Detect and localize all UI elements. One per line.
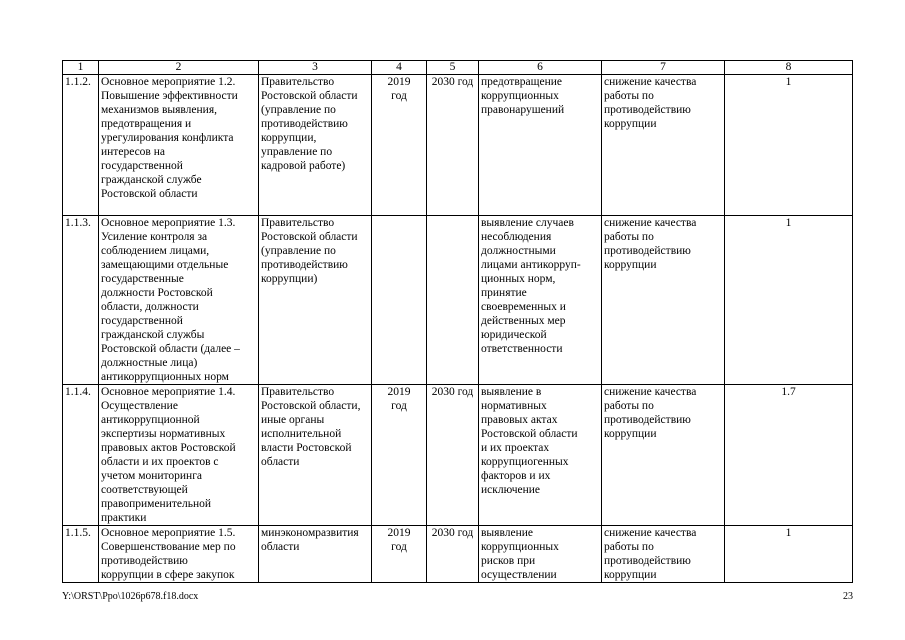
header-cell: 7 [602, 61, 725, 75]
cell-line: правоприменительной [101, 498, 212, 510]
cell-line: исполнительной [261, 428, 342, 440]
cell-line: правонарушений [481, 104, 565, 116]
cell-line: соответствующей [101, 484, 188, 496]
row-number-cell: 1.1.2. [63, 75, 99, 216]
cell-line: противодействию [101, 555, 188, 567]
table-cell-col3 [259, 216, 372, 385]
table-cell-col4 [372, 385, 427, 526]
table-cell-col4 [372, 75, 427, 216]
cell-line: лицами антикорруп- [481, 259, 581, 271]
cell-line: противодействию [604, 245, 691, 257]
cell-line: противодействию [261, 259, 348, 271]
table-cell-col2 [99, 385, 259, 526]
row-number-cell: 1.1.5. [63, 526, 99, 583]
cell-line: коррупционных [481, 90, 559, 102]
cell-line: противодействию [604, 104, 691, 116]
table-cell-col2 [99, 526, 259, 583]
table-cell-col2 [99, 75, 259, 216]
cell-line: учетом мониторинга [101, 470, 203, 482]
cell-line: правовых актов Ростовской [101, 442, 236, 454]
cell-line: должностными [481, 245, 556, 257]
cell-line: рисков при [481, 555, 536, 567]
header-cell: 5 [427, 61, 479, 75]
table-cell-col4 [372, 216, 427, 385]
header-cell: 3 [259, 61, 372, 75]
cell-line: (управление по [261, 104, 336, 116]
cell-line: коррупционных [481, 541, 559, 553]
cell-line: гражданской службы [101, 329, 205, 341]
cell-line: Правительство [261, 76, 335, 88]
cell-line: год [391, 90, 407, 102]
cell-line: осуществлении [481, 569, 557, 581]
cell-line: коррупции) [261, 273, 318, 285]
cell-line: и их проектах [481, 442, 550, 454]
cell-line: 2030 год [431, 76, 474, 88]
cell-line: Основное мероприятие 1.4. [101, 386, 236, 398]
program-table [62, 60, 853, 583]
table-cell-col6 [479, 216, 602, 385]
table-cell-col7 [602, 385, 725, 526]
cell-line: антикоррупционных норм [101, 371, 229, 383]
cell-line: несоблюдения [481, 231, 552, 243]
table-cell-col6 [479, 75, 602, 216]
cell-line: коррупциогенных [481, 456, 569, 468]
table-cell-col8 [725, 385, 853, 526]
cell-line: механизмов выявления, [101, 104, 217, 116]
table-cell-col6 [479, 385, 602, 526]
cell-line: практики [101, 512, 147, 524]
table-cell-col3 [259, 75, 372, 216]
cell-line: области [261, 541, 300, 553]
cell-line: должностные лица) [101, 357, 198, 369]
cell-line: антикоррупционной [101, 414, 200, 426]
cell-line: ответственности [481, 343, 563, 355]
table-cell-col8 [725, 75, 853, 216]
cell-line: Повышение эффективности [101, 90, 238, 102]
table-row [63, 75, 853, 216]
table-cell-col3 [259, 526, 372, 583]
cell-line: год [391, 400, 407, 412]
cell-line: Ростовской области [101, 188, 198, 200]
cell-line: исключение [481, 484, 541, 496]
cell-line: юридической [481, 329, 547, 341]
cell-line: снижение качества [604, 217, 697, 229]
cell-line: правовых актах [481, 414, 558, 426]
header-cell: 4 [372, 61, 427, 75]
table-cell-col7 [602, 216, 725, 385]
header-cell: 8 [725, 61, 853, 75]
header-cell: 1 [63, 61, 99, 75]
cell-line: коррупции [604, 428, 657, 440]
cell-line: коррупции [604, 569, 657, 581]
cell-line: Правительство [261, 386, 335, 398]
cell-line: Ростовской области [261, 231, 358, 243]
cell-line: Основное мероприятие 1.2. [101, 76, 236, 88]
cell-line: Ростовской области [261, 90, 358, 102]
cell-line: 2019 [387, 527, 411, 539]
cell-line: 2030 год [431, 386, 474, 398]
cell-line: Осуществление [101, 400, 178, 412]
footer-page-number: 23 [843, 591, 853, 602]
table-cell-col2 [99, 216, 259, 385]
table-row [63, 385, 853, 526]
table-cell-col5 [427, 526, 479, 583]
cell-line: области и их проектов с [101, 456, 219, 468]
table-row [63, 526, 853, 583]
cell-line: должности Ростовской [101, 287, 213, 299]
cell-line: власти Ростовской [261, 442, 352, 454]
cell-line: минэкономразвития [261, 527, 359, 539]
cell-line: работы по [604, 400, 654, 412]
table-cell-col3 [259, 385, 372, 526]
footer-file-path: Y:\ORST\Ppo\1026p678.f18.docx [62, 591, 199, 602]
header-cell: 6 [479, 61, 602, 75]
cell-line: своевременных и [481, 301, 566, 313]
cell-line: снижение качества [604, 527, 697, 539]
cell-line: соблюдением лицами, [101, 245, 210, 257]
table-cell-col8 [725, 526, 853, 583]
cell-line: Ростовской области (далее – [101, 343, 240, 355]
cell-line: области, должности [101, 301, 199, 313]
cell-line: снижение качества [604, 76, 697, 88]
cell-line: гражданской службе [101, 174, 202, 186]
cell-line: (управление по [261, 245, 336, 257]
cell-line: ционных норм, [481, 273, 556, 285]
table-cell-col7 [602, 526, 725, 583]
cell-line: работы по [604, 90, 654, 102]
cell-line: урегулирования конфликта [101, 132, 234, 144]
cell-line: коррупции, [261, 132, 317, 144]
cell-line: коррупции в сфере закупок [101, 569, 235, 581]
row-number-cell: 1.1.3. [63, 216, 99, 385]
cell-line: действенных мер [481, 315, 566, 327]
cell-line: предотвращения и [101, 118, 192, 130]
cell-line: иные органы [261, 414, 325, 426]
cell-line: принятие [481, 287, 527, 299]
cell-line: работы по [604, 541, 654, 553]
cell-line: нормативных [481, 400, 547, 412]
cell-line: снижение качества [604, 386, 697, 398]
cell-line: государственные [101, 273, 184, 285]
cell-line: экспертизы нормативных [101, 428, 226, 440]
cell-line: 1 [785, 527, 792, 539]
cell-line: Правительство [261, 217, 335, 229]
cell-line: 1 [785, 76, 792, 88]
table-cell-col5 [427, 75, 479, 216]
cell-line: 1 [785, 217, 792, 229]
cell-line: государственной [101, 160, 183, 172]
cell-line: Основное мероприятие 1.5. [101, 527, 236, 539]
cell-line: противодействию [604, 414, 691, 426]
table-row [63, 216, 853, 385]
cell-line: факторов и их [481, 470, 551, 482]
cell-line: кадровой работе) [261, 160, 346, 172]
cell-line: замещающими отдельные [101, 259, 229, 271]
cell-line: работы по [604, 231, 654, 243]
cell-line: выявление [481, 527, 533, 539]
cell-line: области [261, 456, 300, 468]
cell-line: предотвращение [481, 76, 562, 88]
cell-line: год [391, 541, 407, 553]
cell-line: Совершенствование мер по [101, 541, 236, 553]
cell-line: государственной [101, 315, 183, 327]
cell-line: противодействию [261, 118, 348, 130]
cell-line: 2019 [387, 386, 411, 398]
table-cell-col5 [427, 216, 479, 385]
table-cell-col5 [427, 385, 479, 526]
cell-line: коррупции [604, 118, 657, 130]
cell-line: выявление случаев [481, 217, 574, 229]
table-cell-col4 [372, 526, 427, 583]
cell-line: выявление в [481, 386, 542, 398]
table-header-row [63, 61, 853, 75]
cell-line: коррупции [604, 259, 657, 271]
table-cell-col8 [725, 216, 853, 385]
cell-line: Основное мероприятие 1.3. [101, 217, 236, 229]
cell-line: Усиление контроля за [101, 231, 208, 243]
cell-line: 2030 год [431, 527, 474, 539]
row-number-cell: 1.1.4. [63, 385, 99, 526]
table-cell-col6 [479, 526, 602, 583]
cell-line: противодействию [604, 555, 691, 567]
cell-line: Ростовской области [481, 428, 578, 440]
table-cell-col7 [602, 75, 725, 216]
cell-line: интересов на [101, 146, 165, 158]
cell-line: 2019 [387, 76, 411, 88]
cell-line: 1.7 [781, 386, 796, 398]
cell-line: управление по [261, 146, 333, 158]
cell-line: Ростовской области, [261, 400, 361, 412]
header-cell: 2 [99, 61, 259, 75]
